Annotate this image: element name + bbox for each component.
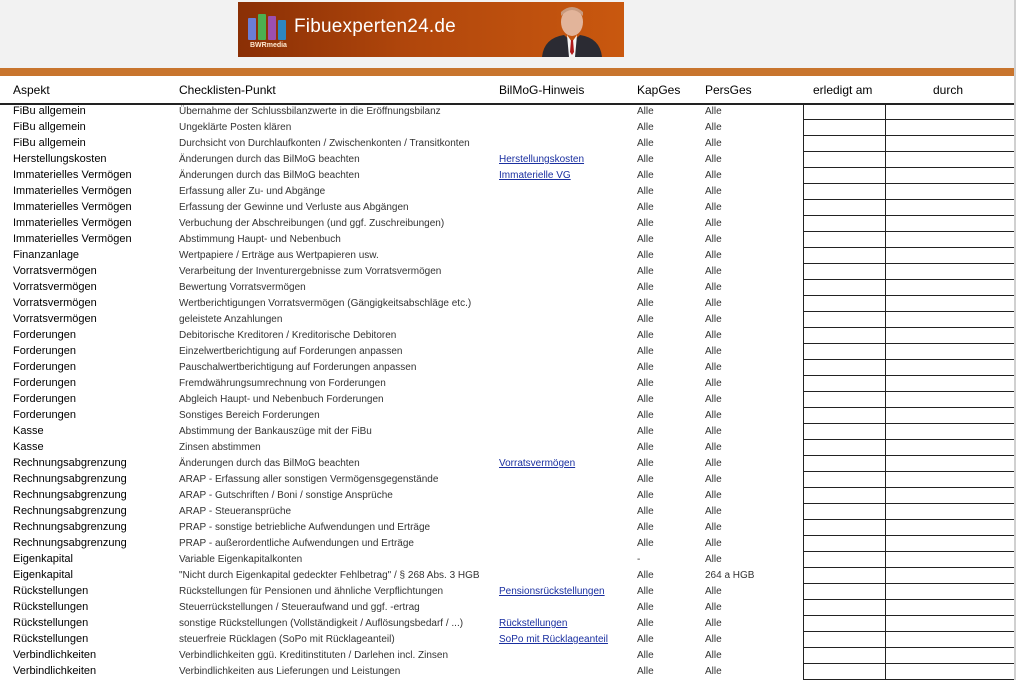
table-row <box>0 216 1016 232</box>
row-aspekt: Eigenkapital <box>13 553 73 565</box>
table-row <box>0 456 1016 472</box>
row-checklist-item: Einzelwertberichtigung auf Forderungen anpassen <box>179 346 403 357</box>
row-checklist-item: Sonstiges Bereich Forderungen <box>179 410 320 421</box>
row-checklist-item: PRAP - außerordentliche Aufwendungen und Erträge <box>179 538 414 549</box>
row-aspekt: Immaterielles Vermögen <box>13 169 132 181</box>
row-checklist-item: sonstige Rückstellungen (Vollständigkeit / Auflösungsbedarf / ...) <box>179 618 464 629</box>
row-kapges: Alle <box>637 634 654 645</box>
row-checklist-item: Änderungen durch das BilMoG beachten <box>179 170 360 181</box>
col-aspekt: Aspekt <box>13 83 50 97</box>
durch-cell[interactable] <box>885 152 1016 168</box>
row-checklist-item: Verbindlichkeiten ggü. Kreditinstituten / Darlehen incl. Zinsen <box>179 650 449 661</box>
erledigt-am-cell[interactable] <box>803 328 886 344</box>
erledigt-am-cell[interactable] <box>803 216 886 232</box>
row-persges: Alle <box>705 442 722 453</box>
erledigt-am-cell[interactable] <box>803 184 886 200</box>
row-aspekt: Immaterielles Vermögen <box>13 233 132 245</box>
row-persges: 264 a HGB <box>705 570 755 581</box>
erledigt-am-cell[interactable] <box>803 632 886 648</box>
row-kapges: Alle <box>637 490 654 501</box>
row-aspekt: Vorratsvermögen <box>13 281 97 293</box>
durch-cell[interactable] <box>885 648 1016 664</box>
row-checklist-item: Steuerrückstellungen / Steueraufwand und ggf. -ertrag <box>179 602 420 613</box>
row-persges: Alle <box>705 282 722 293</box>
durch-cell[interactable] <box>885 264 1016 280</box>
row-aspekt: Immaterielles Vermögen <box>13 217 132 229</box>
row-persges: Alle <box>705 266 722 277</box>
row-checklist-item: ARAP - Steueransprüche <box>179 506 292 517</box>
erledigt-am-cell[interactable] <box>803 152 886 168</box>
row-aspekt: Forderungen <box>13 377 76 389</box>
row-persges: Alle <box>705 538 722 549</box>
row-persges: Alle <box>705 458 722 469</box>
table-row <box>0 536 1016 552</box>
row-kapges: Alle <box>637 650 654 661</box>
table-row <box>0 376 1016 392</box>
row-kapges: Alle <box>637 538 654 549</box>
erledigt-am-cell[interactable] <box>803 376 886 392</box>
durch-cell[interactable] <box>885 584 1016 600</box>
row-checklist-item: Verbuchung der Abschreibungen (und ggf. Zuschreibungen) <box>179 218 445 229</box>
durch-cell[interactable] <box>885 168 1016 184</box>
row-bilmog-link[interactable]: Rückstellungen <box>499 618 568 629</box>
row-aspekt: Kasse <box>13 441 44 453</box>
durch-cell[interactable] <box>885 104 1016 120</box>
row-kapges: Alle <box>637 442 654 453</box>
row-persges: Alle <box>705 298 722 309</box>
erledigt-am-cell[interactable] <box>803 472 886 488</box>
row-kapges: Alle <box>637 154 654 165</box>
row-aspekt: Rechnungsabgrenzung <box>13 489 127 501</box>
row-aspekt: Eigenkapital <box>13 569 73 581</box>
fibuexperten-banner[interactable] <box>238 2 624 57</box>
table-row <box>0 280 1016 296</box>
table-row <box>0 600 1016 616</box>
table-row <box>0 552 1016 568</box>
row-checklist-item: Verarbeitung der Inventurergebnisse zum Vorratsvermögen <box>179 266 442 277</box>
row-persges: Alle <box>705 650 722 661</box>
erledigt-am-cell[interactable] <box>803 360 886 376</box>
erledigt-am-cell[interactable] <box>803 664 886 680</box>
row-persges: Alle <box>705 218 722 229</box>
row-checklist-item: Wertpapiere / Erträge aus Wertpapieren usw. <box>179 250 379 261</box>
durch-cell[interactable] <box>885 536 1016 552</box>
durch-cell[interactable] <box>885 248 1016 264</box>
row-kapges: Alle <box>637 314 654 325</box>
row-checklist-item: Durchsicht von Durchlaufkonten / Zwischenkonten / Transitkonten <box>179 138 470 149</box>
durch-cell[interactable] <box>885 376 1016 392</box>
row-checklist-item: Wertberichtigungen Vorratsvermögen (Gängigkeitsabschläge etc.) <box>179 298 472 309</box>
row-checklist-item: Erfassung aller Zu- und Abgänge <box>179 186 326 197</box>
row-aspekt: FiBu allgemein <box>13 137 86 149</box>
table-row <box>0 408 1016 424</box>
row-persges: Alle <box>705 330 722 341</box>
row-persges: Alle <box>705 362 722 373</box>
table-row <box>0 296 1016 312</box>
row-persges: Alle <box>705 602 722 613</box>
erledigt-am-cell[interactable] <box>803 312 886 328</box>
durch-cell[interactable] <box>885 568 1016 584</box>
col-bilmog: BilMoG-Hinweis <box>499 83 585 97</box>
table-row <box>0 328 1016 344</box>
table-row <box>0 248 1016 264</box>
row-checklist-item: "Nicht durch Eigenkapital gedeckter Fehlbetrag" / § 268 Abs. 3 HGB <box>179 570 480 581</box>
row-aspekt: Forderungen <box>13 361 76 373</box>
books-logo-icon <box>248 14 288 40</box>
row-checklist-item: PRAP - sonstige betriebliche Aufwendungen und Erträge <box>179 522 431 533</box>
row-aspekt: Forderungen <box>13 329 76 341</box>
row-kapges: Alle <box>637 170 654 181</box>
col-erledigt: erledigt am <box>813 83 873 97</box>
erledigt-am-cell[interactable] <box>803 616 886 632</box>
row-checklist-item: Fremdwährungsumrechnung von Forderungen <box>179 378 386 389</box>
table-row <box>0 232 1016 248</box>
erledigt-am-cell[interactable] <box>803 440 886 456</box>
durch-cell[interactable] <box>885 472 1016 488</box>
row-aspekt: Rückstellungen <box>13 617 89 629</box>
row-aspekt: Finanzanlage <box>13 249 80 261</box>
table-row <box>0 120 1016 136</box>
row-persges: Alle <box>705 170 722 181</box>
durch-cell[interactable] <box>885 232 1016 248</box>
row-kapges: Alle <box>637 618 654 629</box>
row-bilmog-link[interactable]: Herstellungskosten <box>499 154 585 165</box>
table-row <box>0 664 1016 680</box>
table-row <box>0 440 1016 456</box>
brand-name: Fibuexperten24.de <box>294 16 456 37</box>
row-persges: Alle <box>705 186 722 197</box>
table-row <box>0 424 1016 440</box>
durch-cell[interactable] <box>885 664 1016 680</box>
durch-cell[interactable] <box>885 424 1016 440</box>
durch-cell[interactable] <box>885 184 1016 200</box>
row-checklist-item: Ungeklärte Posten klären <box>179 122 292 133</box>
row-kapges: Alle <box>637 410 654 421</box>
durch-cell[interactable] <box>885 520 1016 536</box>
row-checklist-item: ARAP - Gutschriften / Boni / sonstige Ansprüche <box>179 490 393 501</box>
durch-cell[interactable] <box>885 120 1016 136</box>
table-row <box>0 184 1016 200</box>
table-row <box>0 488 1016 504</box>
row-checklist-item: Erfassung der Gewinne und Verluste aus Abgängen <box>179 202 409 213</box>
row-aspekt: Kasse <box>13 425 44 437</box>
row-kapges: Alle <box>637 506 654 517</box>
col-punkt: Checklisten-Punkt <box>179 83 276 97</box>
row-kapges: Alle <box>637 394 654 405</box>
row-persges: Alle <box>705 474 722 485</box>
erledigt-am-cell[interactable] <box>803 456 886 472</box>
row-kapges: Alle <box>637 218 654 229</box>
durch-cell[interactable] <box>885 200 1016 216</box>
row-bilmog-link[interactable]: Vorratsvermögen <box>499 458 576 469</box>
durch-cell[interactable] <box>885 344 1016 360</box>
table-row <box>0 520 1016 536</box>
row-checklist-item: Verbindlichkeiten aus Lieferungen und Leistungen <box>179 666 401 677</box>
durch-cell[interactable] <box>885 312 1016 328</box>
row-persges: Alle <box>705 410 722 421</box>
orange-divider <box>0 68 1016 76</box>
row-kapges: Alle <box>637 330 654 341</box>
erledigt-am-cell[interactable] <box>803 600 886 616</box>
erledigt-am-cell[interactable] <box>803 104 886 120</box>
row-checklist-item: Rückstellungen für Pensionen und ähnliche Verpflichtungen <box>179 586 444 597</box>
durch-cell[interactable] <box>885 360 1016 376</box>
person-photo-icon <box>534 2 610 57</box>
table-row <box>0 568 1016 584</box>
row-kapges: Alle <box>637 522 654 533</box>
row-persges: Alle <box>705 314 722 325</box>
row-kapges: Alle <box>637 138 654 149</box>
row-aspekt: Verbindlichkeiten <box>13 649 97 661</box>
table-row <box>0 200 1016 216</box>
row-kapges: Alle <box>637 602 654 613</box>
row-persges: Alle <box>705 378 722 389</box>
erledigt-am-cell[interactable] <box>803 504 886 520</box>
erledigt-am-cell[interactable] <box>803 200 886 216</box>
row-persges: Alle <box>705 554 722 565</box>
durch-cell[interactable] <box>885 136 1016 152</box>
erledigt-am-cell[interactable] <box>803 424 886 440</box>
table-row <box>0 584 1016 600</box>
row-aspekt: Forderungen <box>13 409 76 421</box>
table-row <box>0 264 1016 280</box>
row-checklist-item: Abgleich Haupt- und Nebenbuch Forderungen <box>179 394 384 405</box>
row-persges: Alle <box>705 506 722 517</box>
table-row <box>0 344 1016 360</box>
row-persges: Alle <box>705 522 722 533</box>
row-checklist-item: Bewertung Vorratsvermögen <box>179 282 306 293</box>
erledigt-am-cell[interactable] <box>803 392 886 408</box>
row-kapges: Alle <box>637 426 654 437</box>
col-persges: PersGes <box>705 83 752 97</box>
durch-cell[interactable] <box>885 632 1016 648</box>
erledigt-am-cell[interactable] <box>803 344 886 360</box>
row-kapges: Alle <box>637 586 654 597</box>
durch-cell[interactable] <box>885 456 1016 472</box>
row-kapges: Alle <box>637 122 654 133</box>
erledigt-am-cell[interactable] <box>803 264 886 280</box>
erledigt-am-cell[interactable] <box>803 232 886 248</box>
row-aspekt: Immaterielles Vermögen <box>13 185 132 197</box>
top-banner-area <box>0 0 1016 68</box>
table-row <box>0 104 1016 120</box>
row-aspekt: FiBu allgemein <box>13 121 86 133</box>
row-persges: Alle <box>705 666 722 677</box>
table-row <box>0 616 1016 632</box>
erledigt-am-cell[interactable] <box>803 520 886 536</box>
brand-sub: BWRmedia <box>250 42 287 49</box>
erledigt-am-cell[interactable] <box>803 408 886 424</box>
row-checklist-item: steuerfreie Rücklagen (SoPo mit Rücklageanteil) <box>179 634 395 645</box>
row-checklist-item: Zinsen abstimmen <box>179 442 261 453</box>
row-persges: Alle <box>705 634 722 645</box>
row-persges: Alle <box>705 122 722 133</box>
durch-cell[interactable] <box>885 440 1016 456</box>
row-kapges: Alle <box>637 666 654 677</box>
row-checklist-item: Pauschalwertberichtigung auf Forderungen anpassen <box>179 362 417 373</box>
row-bilmog-link[interactable]: SoPo mit Rücklageanteil <box>499 634 608 645</box>
erledigt-am-cell[interactable] <box>803 536 886 552</box>
row-checklist-item: ARAP - Erfassung aller sonstigen Vermögensgegenstände <box>179 474 439 485</box>
durch-cell[interactable] <box>885 600 1016 616</box>
row-kapges: Alle <box>637 186 654 197</box>
row-checklist-item: Abstimmung der Bankauszüge mit der FiBu <box>179 426 372 437</box>
row-persges: Alle <box>705 394 722 405</box>
row-checklist-item: geleistete Anzahlungen <box>179 314 283 325</box>
table-row <box>0 136 1016 152</box>
erledigt-am-cell[interactable] <box>803 552 886 568</box>
row-kapges: Alle <box>637 458 654 469</box>
row-aspekt: Forderungen <box>13 345 76 357</box>
row-checklist-item: Abstimmung Haupt- und Nebenbuch <box>179 234 341 245</box>
row-persges: Alle <box>705 138 722 149</box>
durch-cell[interactable] <box>885 488 1016 504</box>
erledigt-am-cell[interactable] <box>803 168 886 184</box>
table-row <box>0 392 1016 408</box>
table-header <box>0 76 1016 105</box>
row-kapges: Alle <box>637 202 654 213</box>
durch-cell[interactable] <box>885 392 1016 408</box>
durch-cell[interactable] <box>885 296 1016 312</box>
row-aspekt: Rechnungsabgrenzung <box>13 521 127 533</box>
row-persges: Alle <box>705 234 722 245</box>
row-aspekt: Immaterielles Vermögen <box>13 201 132 213</box>
row-persges: Alle <box>705 202 722 213</box>
durch-cell[interactable] <box>885 552 1016 568</box>
row-checklist-item: Debitorische Kreditoren / Kreditorische Debitoren <box>179 330 397 341</box>
row-kapges: Alle <box>637 106 654 117</box>
row-kapges: Alle <box>637 234 654 245</box>
durch-cell[interactable] <box>885 408 1016 424</box>
table-row <box>0 360 1016 376</box>
row-persges: Alle <box>705 106 722 117</box>
row-kapges: - <box>637 554 641 565</box>
row-kapges: Alle <box>637 298 654 309</box>
row-kapges: Alle <box>637 282 654 293</box>
durch-cell[interactable] <box>885 280 1016 296</box>
row-bilmog-link[interactable]: Pensionsrückstellungen <box>499 586 605 597</box>
erledigt-am-cell[interactable] <box>803 648 886 664</box>
row-kapges: Alle <box>637 266 654 277</box>
row-aspekt: Rechnungsabgrenzung <box>13 473 127 485</box>
erledigt-am-cell[interactable] <box>803 248 886 264</box>
row-checklist-item: Variable Eigenkapitalkonten <box>179 554 303 565</box>
row-persges: Alle <box>705 154 722 165</box>
row-aspekt: Rückstellungen <box>13 633 89 645</box>
row-aspekt: Rechnungsabgrenzung <box>13 505 127 517</box>
row-aspekt: Forderungen <box>13 393 76 405</box>
table-row <box>0 168 1016 184</box>
durch-cell[interactable] <box>885 216 1016 232</box>
table-row <box>0 648 1016 664</box>
erledigt-am-cell[interactable] <box>803 584 886 600</box>
row-kapges: Alle <box>637 346 654 357</box>
erledigt-am-cell[interactable] <box>803 120 886 136</box>
row-aspekt: Verbindlichkeiten <box>13 665 97 677</box>
row-aspekt: Rechnungsabgrenzung <box>13 457 127 469</box>
row-persges: Alle <box>705 250 722 261</box>
row-kapges: Alle <box>637 474 654 485</box>
row-kapges: Alle <box>637 570 654 581</box>
row-persges: Alle <box>705 490 722 501</box>
erledigt-am-cell[interactable] <box>803 488 886 504</box>
row-persges: Alle <box>705 346 722 357</box>
erledigt-am-cell[interactable] <box>803 280 886 296</box>
row-kapges: Alle <box>637 250 654 261</box>
table-row <box>0 472 1016 488</box>
row-persges: Alle <box>705 618 722 629</box>
row-checklist-item: Übernahme der Schlussbilanzwerte in die Eröffnungsbilanz <box>179 106 441 117</box>
row-aspekt: Rückstellungen <box>13 601 89 613</box>
table-row <box>0 152 1016 168</box>
col-durch: durch <box>933 83 964 97</box>
row-persges: Alle <box>705 586 722 597</box>
row-bilmog-link[interactable]: Immaterielle VG <box>499 170 571 181</box>
row-persges: Alle <box>705 426 722 437</box>
durch-cell[interactable] <box>885 504 1016 520</box>
row-kapges: Alle <box>637 378 654 389</box>
row-aspekt: Vorratsvermögen <box>13 313 97 325</box>
row-aspekt: Rückstellungen <box>13 585 89 597</box>
checklist-table <box>0 104 1016 680</box>
row-aspekt: FiBu allgemein <box>13 105 86 117</box>
row-kapges: Alle <box>637 362 654 373</box>
erledigt-am-cell[interactable] <box>803 136 886 152</box>
durch-cell[interactable] <box>885 328 1016 344</box>
durch-cell[interactable] <box>885 616 1016 632</box>
col-kapges: KapGes <box>637 83 681 97</box>
row-checklist-item: Änderungen durch das BilMoG beachten <box>179 154 360 165</box>
erledigt-am-cell[interactable] <box>803 568 886 584</box>
row-aspekt: Rechnungsabgrenzung <box>13 537 127 549</box>
row-checklist-item: Änderungen durch das BilMoG beachten <box>179 458 360 469</box>
row-aspekt: Herstellungskosten <box>13 153 107 165</box>
table-row <box>0 312 1016 328</box>
row-aspekt: Vorratsvermögen <box>13 265 97 277</box>
erledigt-am-cell[interactable] <box>803 296 886 312</box>
table-row <box>0 632 1016 648</box>
table-row <box>0 504 1016 520</box>
row-aspekt: Vorratsvermögen <box>13 297 97 309</box>
